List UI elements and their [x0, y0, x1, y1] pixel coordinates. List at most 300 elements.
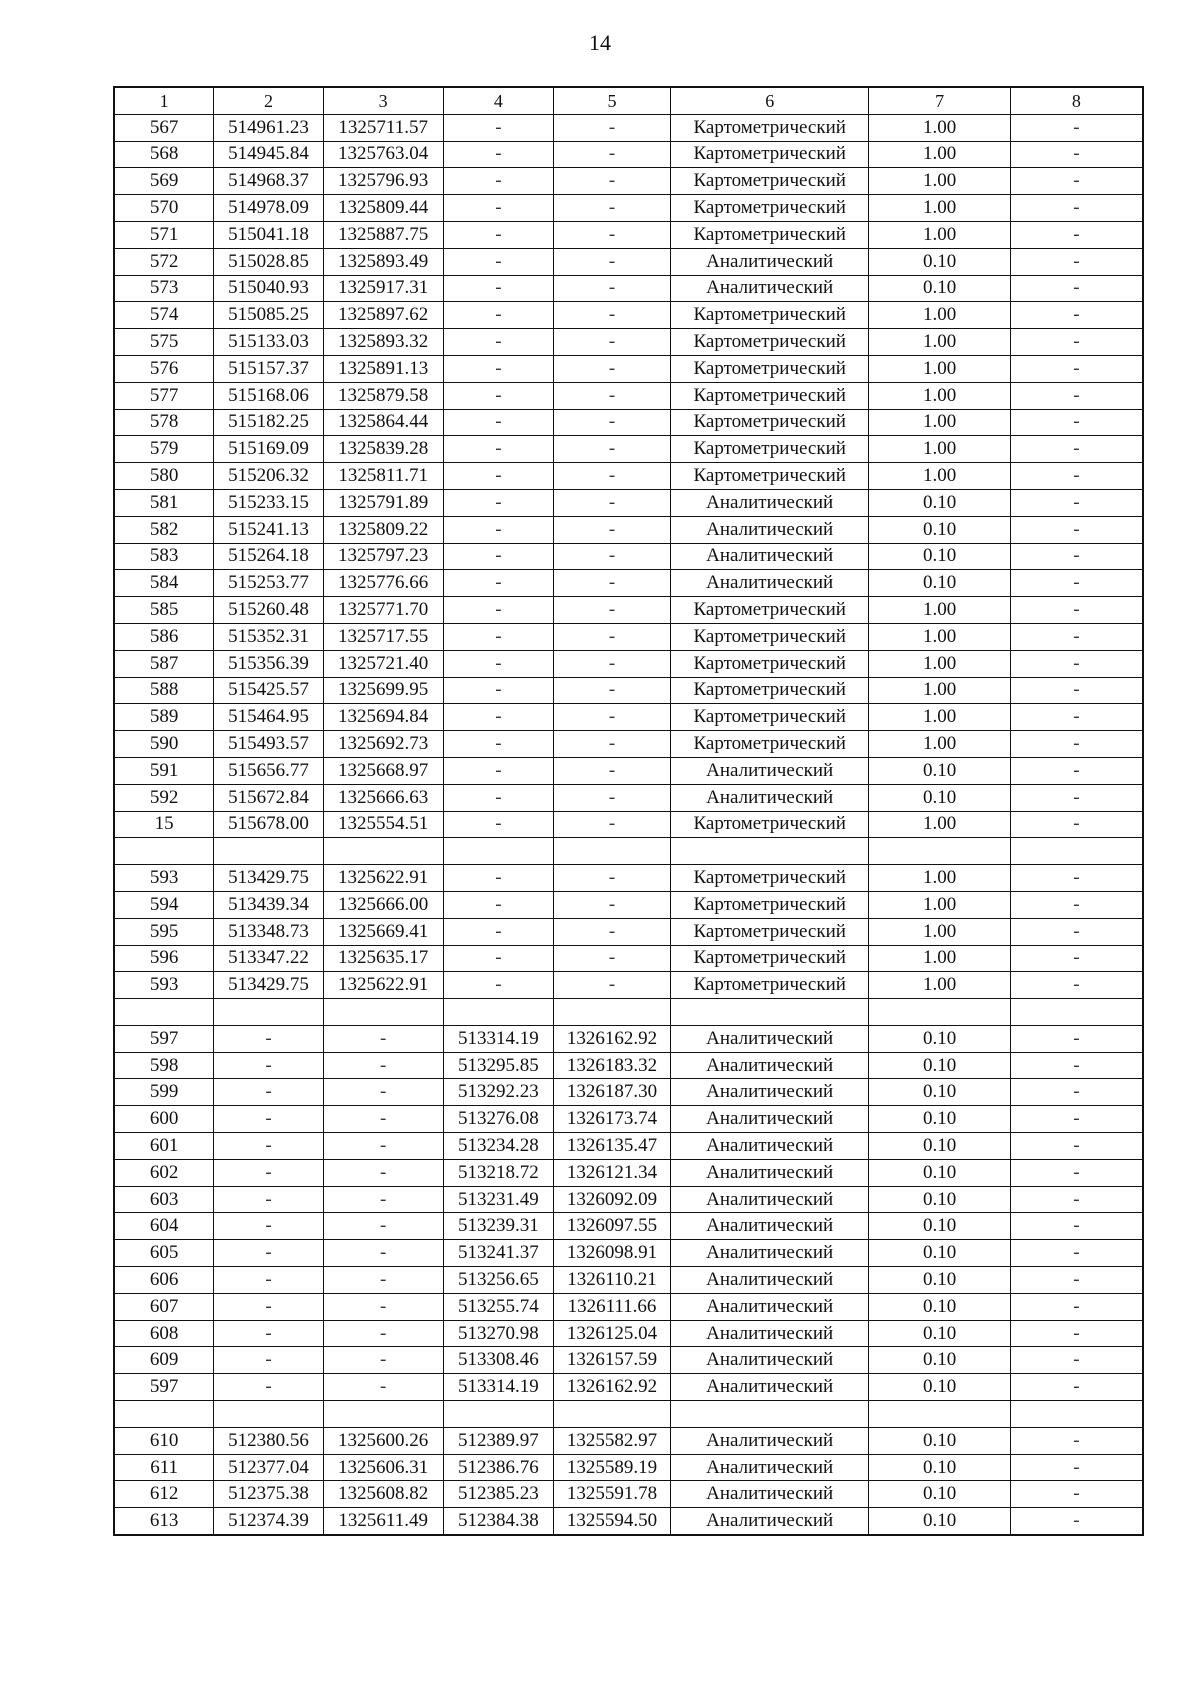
point-number-cell: 608	[114, 1320, 214, 1347]
page-number: 14	[589, 30, 611, 55]
x-coord-old-cell: 515169.09	[214, 436, 323, 463]
x-coord-old-cell: 513347.22	[214, 945, 323, 972]
y-coord-new-cell: -	[554, 114, 671, 141]
x-coord-new-cell: -	[443, 945, 553, 972]
y-coord-new-cell: 1326092.09	[554, 1186, 671, 1213]
y-coord-new-cell: 1326111.66	[554, 1293, 671, 1320]
point-number-cell: 580	[114, 463, 214, 490]
point-number-cell: 599	[114, 1079, 214, 1106]
x-coord-old-cell: 515260.48	[214, 597, 323, 624]
x-coord-old-cell: 515182.25	[214, 409, 323, 436]
note-cell: -	[1010, 141, 1143, 168]
table-row	[114, 1025, 1143, 1052]
x-coord-new-cell: 513292.23	[443, 1079, 553, 1106]
point-number-cell: 15	[114, 811, 214, 838]
table-row	[114, 329, 1143, 356]
point-number-cell: 597	[114, 1025, 214, 1052]
method-cell: Аналитический	[670, 784, 869, 811]
accuracy-cell: 0.10	[869, 1320, 1010, 1347]
x-coord-new-cell: -	[443, 891, 553, 918]
y-coord-old-cell: -	[323, 1159, 443, 1186]
note-cell: -	[1010, 1213, 1143, 1240]
x-coord-old-cell: 515241.13	[214, 516, 323, 543]
point-number-cell: 611	[114, 1454, 214, 1481]
table-row	[114, 677, 1143, 704]
x-coord-old-cell: 512377.04	[214, 1454, 323, 1481]
method-cell: Картометрический	[670, 463, 869, 490]
method-cell: Аналитический	[670, 1025, 869, 1052]
y-coord-old-cell: 1325771.70	[323, 597, 443, 624]
table-row	[114, 409, 1143, 436]
column-header: 3	[323, 87, 443, 114]
table-row	[114, 704, 1143, 731]
accuracy-cell: 1.00	[869, 195, 1010, 222]
method-cell	[670, 999, 869, 1026]
x-coord-old-cell: 515040.93	[214, 275, 323, 302]
x-coord-new-cell: -	[443, 623, 553, 650]
y-coord-old-cell: 1325763.04	[323, 141, 443, 168]
accuracy-cell: 0.10	[869, 1079, 1010, 1106]
note-cell	[1010, 999, 1143, 1026]
point-number-cell: 593	[114, 972, 214, 999]
note-cell: -	[1010, 1427, 1143, 1454]
y-coord-old-cell: 1325622.91	[323, 972, 443, 999]
column-header: 5	[554, 87, 671, 114]
x-coord-new-cell: -	[443, 918, 553, 945]
table-row	[114, 1481, 1143, 1508]
note-cell: -	[1010, 1240, 1143, 1267]
note-cell: -	[1010, 168, 1143, 195]
note-cell: -	[1010, 1320, 1143, 1347]
accuracy-cell: 0.10	[869, 1347, 1010, 1374]
method-cell: Аналитический	[670, 1079, 869, 1106]
x-coord-new-cell: -	[443, 382, 553, 409]
method-cell: Аналитический	[670, 1320, 869, 1347]
x-coord-new-cell: 512389.97	[443, 1427, 553, 1454]
point-number-cell: 587	[114, 650, 214, 677]
point-number-cell: 588	[114, 677, 214, 704]
y-coord-old-cell: -	[323, 1186, 443, 1213]
point-number-cell	[114, 999, 214, 1026]
method-cell: Картометрический	[670, 650, 869, 677]
y-coord-old-cell: 1325811.71	[323, 463, 443, 490]
point-number-cell: 592	[114, 784, 214, 811]
table-body	[114, 87, 1143, 1535]
note-cell: -	[1010, 623, 1143, 650]
method-cell: Картометрический	[670, 168, 869, 195]
point-number-cell: 612	[114, 1481, 214, 1508]
method-cell: Картометрический	[670, 891, 869, 918]
note-cell: -	[1010, 1079, 1143, 1106]
x-coord-old-cell: 515672.84	[214, 784, 323, 811]
y-coord-old-cell: 1325554.51	[323, 811, 443, 838]
method-cell: Аналитический	[670, 1427, 869, 1454]
table-row	[114, 382, 1143, 409]
accuracy-cell: 0.10	[869, 1052, 1010, 1079]
note-cell: -	[1010, 704, 1143, 731]
y-coord-new-cell: 1326162.92	[554, 1374, 671, 1401]
note-cell: -	[1010, 1508, 1143, 1535]
point-number-cell: 579	[114, 436, 214, 463]
point-number-cell: 578	[114, 409, 214, 436]
x-coord-old-cell: -	[214, 1347, 323, 1374]
x-coord-new-cell: 513241.37	[443, 1240, 553, 1267]
x-coord-old-cell: -	[214, 1186, 323, 1213]
accuracy-cell: 0.10	[869, 248, 1010, 275]
table-row	[114, 1454, 1143, 1481]
y-coord-old-cell: 1325879.58	[323, 382, 443, 409]
table-row	[114, 1427, 1143, 1454]
y-coord-new-cell: -	[554, 275, 671, 302]
y-coord-old-cell: 1325891.13	[323, 355, 443, 382]
x-coord-old-cell: 515168.06	[214, 382, 323, 409]
method-cell: Аналитический	[670, 570, 869, 597]
method-cell: Аналитический	[670, 1106, 869, 1133]
point-number-cell: 607	[114, 1293, 214, 1320]
point-number-cell: 571	[114, 221, 214, 248]
y-coord-old-cell: 1325809.44	[323, 195, 443, 222]
y-coord-old-cell: -	[323, 1347, 443, 1374]
y-coord-new-cell: -	[554, 811, 671, 838]
table-row	[114, 1213, 1143, 1240]
x-coord-old-cell: 513429.75	[214, 972, 323, 999]
point-number-cell: 603	[114, 1186, 214, 1213]
method-cell: Картометрический	[670, 195, 869, 222]
x-coord-old-cell: -	[214, 1267, 323, 1294]
note-cell: -	[1010, 945, 1143, 972]
y-coord-new-cell: -	[554, 195, 671, 222]
x-coord-old-cell: 515028.85	[214, 248, 323, 275]
table-header-row	[114, 87, 1143, 114]
x-coord-new-cell: -	[443, 141, 553, 168]
accuracy-cell: 0.10	[869, 1106, 1010, 1133]
x-coord-old-cell: -	[214, 1240, 323, 1267]
point-number-cell: 605	[114, 1240, 214, 1267]
y-coord-new-cell: 1326157.59	[554, 1347, 671, 1374]
column-header: 8	[1010, 87, 1143, 114]
point-number-cell: 577	[114, 382, 214, 409]
x-coord-new-cell: -	[443, 650, 553, 677]
y-coord-new-cell: 1326135.47	[554, 1133, 671, 1160]
x-coord-old-cell: 515425.57	[214, 677, 323, 704]
x-coord-new-cell: -	[443, 302, 553, 329]
y-coord-new-cell: 1325589.19	[554, 1454, 671, 1481]
y-coord-new-cell: 1326097.55	[554, 1213, 671, 1240]
y-coord-new-cell: 1326187.30	[554, 1079, 671, 1106]
x-coord-old-cell: -	[214, 1293, 323, 1320]
x-coord-new-cell: -	[443, 811, 553, 838]
table-row	[114, 248, 1143, 275]
note-cell: -	[1010, 1267, 1143, 1294]
column-header: 7	[869, 87, 1010, 114]
y-coord-old-cell: -	[323, 1240, 443, 1267]
accuracy-cell: 0.10	[869, 1186, 1010, 1213]
note-cell: -	[1010, 516, 1143, 543]
y-coord-new-cell: -	[554, 918, 671, 945]
table-row	[114, 221, 1143, 248]
y-coord-old-cell: 1325699.95	[323, 677, 443, 704]
point-number-cell: 583	[114, 543, 214, 570]
method-cell: Аналитический	[670, 543, 869, 570]
y-coord-old-cell	[323, 999, 443, 1026]
y-coord-new-cell: 1326162.92	[554, 1025, 671, 1052]
method-cell: Картометрический	[670, 141, 869, 168]
method-cell: Аналитический	[670, 757, 869, 784]
table-row	[114, 302, 1143, 329]
x-coord-new-cell: -	[443, 543, 553, 570]
note-cell: -	[1010, 731, 1143, 758]
table-row	[114, 1347, 1143, 1374]
x-coord-new-cell: -	[443, 436, 553, 463]
x-coord-new-cell: -	[443, 757, 553, 784]
x-coord-new-cell: -	[443, 489, 553, 516]
accuracy-cell: 0.10	[869, 1427, 1010, 1454]
table-row	[114, 1293, 1143, 1320]
y-coord-new-cell: -	[554, 489, 671, 516]
note-cell: -	[1010, 570, 1143, 597]
table-row	[114, 757, 1143, 784]
x-coord-old-cell: 513429.75	[214, 865, 323, 892]
y-coord-old-cell: -	[323, 1052, 443, 1079]
table-row	[114, 114, 1143, 141]
point-number-cell: 593	[114, 865, 214, 892]
accuracy-cell: 0.10	[869, 1240, 1010, 1267]
x-coord-old-cell: 515352.31	[214, 623, 323, 650]
x-coord-old-cell: 512380.56	[214, 1427, 323, 1454]
y-coord-new-cell: -	[554, 891, 671, 918]
note-cell: -	[1010, 972, 1143, 999]
accuracy-cell: 1.00	[869, 891, 1010, 918]
x-coord-new-cell: 513256.65	[443, 1267, 553, 1294]
method-cell: Аналитический	[670, 1213, 869, 1240]
method-cell: Картометрический	[670, 409, 869, 436]
accuracy-cell: 0.10	[869, 1267, 1010, 1294]
y-coord-old-cell: 1325666.63	[323, 784, 443, 811]
x-coord-new-cell: 513255.74	[443, 1293, 553, 1320]
table-row	[114, 1106, 1143, 1133]
table-row	[114, 1079, 1143, 1106]
x-coord-new-cell: -	[443, 784, 553, 811]
table-row	[114, 1267, 1143, 1294]
note-cell: -	[1010, 489, 1143, 516]
accuracy-cell: 0.10	[869, 1454, 1010, 1481]
method-cell: Картометрический	[670, 918, 869, 945]
y-coord-old-cell: -	[323, 1374, 443, 1401]
x-coord-new-cell: -	[443, 355, 553, 382]
note-cell: -	[1010, 436, 1143, 463]
y-coord-old-cell: 1325600.26	[323, 1427, 443, 1454]
x-coord-old-cell: 515233.15	[214, 489, 323, 516]
accuracy-cell: 0.10	[869, 784, 1010, 811]
note-cell: -	[1010, 195, 1143, 222]
y-coord-new-cell: -	[554, 757, 671, 784]
note-cell: -	[1010, 1293, 1143, 1320]
method-cell: Картометрический	[670, 382, 869, 409]
table-row	[114, 543, 1143, 570]
table-row	[114, 463, 1143, 490]
method-cell: Аналитический	[670, 1240, 869, 1267]
method-cell: Аналитический	[670, 248, 869, 275]
accuracy-cell: 0.10	[869, 516, 1010, 543]
point-number-cell: 569	[114, 168, 214, 195]
method-cell: Картометрический	[670, 329, 869, 356]
method-cell: Картометрический	[670, 972, 869, 999]
column-header: 2	[214, 87, 323, 114]
y-coord-old-cell: 1325717.55	[323, 623, 443, 650]
note-cell: -	[1010, 275, 1143, 302]
table-row	[114, 1240, 1143, 1267]
y-coord-old-cell: 1325917.31	[323, 275, 443, 302]
note-cell: -	[1010, 1347, 1143, 1374]
x-coord-old-cell: -	[214, 1133, 323, 1160]
accuracy-cell: 1.00	[869, 329, 1010, 356]
point-number-cell: 598	[114, 1052, 214, 1079]
accuracy-cell: 1.00	[869, 168, 1010, 195]
accuracy-cell: 0.10	[869, 1025, 1010, 1052]
accuracy-cell: 1.00	[869, 221, 1010, 248]
point-number-cell: 594	[114, 891, 214, 918]
point-number-cell: 600	[114, 1106, 214, 1133]
point-number-cell: 597	[114, 1374, 214, 1401]
note-cell: -	[1010, 784, 1143, 811]
y-coord-old-cell: -	[323, 1106, 443, 1133]
x-coord-old-cell: 515253.77	[214, 570, 323, 597]
y-coord-old-cell: -	[323, 1293, 443, 1320]
accuracy-cell: 1.00	[869, 623, 1010, 650]
x-coord-old-cell: -	[214, 1079, 323, 1106]
method-cell: Аналитический	[670, 1186, 869, 1213]
point-number-cell: 589	[114, 704, 214, 731]
x-coord-new-cell: -	[443, 275, 553, 302]
x-coord-old-cell: 515356.39	[214, 650, 323, 677]
y-coord-new-cell: -	[554, 543, 671, 570]
x-coord-new-cell: 513270.98	[443, 1320, 553, 1347]
note-cell: -	[1010, 891, 1143, 918]
accuracy-cell: 1.00	[869, 597, 1010, 624]
y-coord-new-cell: 1326121.34	[554, 1159, 671, 1186]
accuracy-cell: 1.00	[869, 382, 1010, 409]
x-coord-new-cell: 512385.23	[443, 1481, 553, 1508]
accuracy-cell: 1.00	[869, 463, 1010, 490]
y-coord-new-cell	[554, 1401, 671, 1428]
table-row	[114, 275, 1143, 302]
x-coord-new-cell: 513295.85	[443, 1052, 553, 1079]
table-spacer-row	[114, 838, 1143, 865]
method-cell: Картометрический	[670, 355, 869, 382]
point-number-cell: 568	[114, 141, 214, 168]
x-coord-old-cell: 515678.00	[214, 811, 323, 838]
y-coord-new-cell: 1326183.32	[554, 1052, 671, 1079]
accuracy-cell: 1.00	[869, 811, 1010, 838]
accuracy-cell: 0.10	[869, 1508, 1010, 1535]
note-cell: -	[1010, 677, 1143, 704]
accuracy-cell: 1.00	[869, 436, 1010, 463]
method-cell: Картометрический	[670, 302, 869, 329]
table-row	[114, 650, 1143, 677]
x-coord-old-cell: 515041.18	[214, 221, 323, 248]
note-cell: -	[1010, 221, 1143, 248]
table-row	[114, 168, 1143, 195]
y-coord-new-cell: -	[554, 355, 671, 382]
x-coord-old-cell	[214, 1401, 323, 1428]
accuracy-cell: 1.00	[869, 141, 1010, 168]
table-row	[114, 972, 1143, 999]
accuracy-cell: 1.00	[869, 945, 1010, 972]
method-cell: Аналитический	[670, 516, 869, 543]
accuracy-cell: 0.10	[869, 570, 1010, 597]
note-cell: -	[1010, 757, 1143, 784]
table-row	[114, 1320, 1143, 1347]
note-cell	[1010, 838, 1143, 865]
y-coord-new-cell	[554, 999, 671, 1026]
point-number-cell: 601	[114, 1133, 214, 1160]
y-coord-old-cell: 1325666.00	[323, 891, 443, 918]
point-number-cell: 613	[114, 1508, 214, 1535]
table-row	[114, 1374, 1143, 1401]
x-coord-new-cell: -	[443, 516, 553, 543]
x-coord-old-cell	[214, 999, 323, 1026]
y-coord-old-cell: 1325839.28	[323, 436, 443, 463]
y-coord-old-cell: 1325711.57	[323, 114, 443, 141]
x-coord-new-cell: 512384.38	[443, 1508, 553, 1535]
y-coord-old-cell: 1325897.62	[323, 302, 443, 329]
note-cell: -	[1010, 1186, 1143, 1213]
y-coord-new-cell: -	[554, 623, 671, 650]
accuracy-cell: 0.10	[869, 275, 1010, 302]
x-coord-new-cell: -	[443, 168, 553, 195]
x-coord-new-cell: -	[443, 248, 553, 275]
accuracy-cell: 1.00	[869, 650, 1010, 677]
method-cell: Аналитический	[670, 1454, 869, 1481]
point-number-cell: 604	[114, 1213, 214, 1240]
x-coord-old-cell: -	[214, 1052, 323, 1079]
method-cell: Аналитический	[670, 1133, 869, 1160]
y-coord-old-cell: 1325887.75	[323, 221, 443, 248]
column-header: 4	[443, 87, 553, 114]
x-coord-old-cell: 515264.18	[214, 543, 323, 570]
table-row	[114, 1508, 1143, 1535]
accuracy-cell	[869, 999, 1010, 1026]
accuracy-cell: 1.00	[869, 302, 1010, 329]
method-cell: Аналитический	[670, 1293, 869, 1320]
y-coord-new-cell: -	[554, 141, 671, 168]
y-coord-old-cell: -	[323, 1025, 443, 1052]
accuracy-cell	[869, 1401, 1010, 1428]
y-coord-old-cell: 1325669.41	[323, 918, 443, 945]
y-coord-new-cell: -	[554, 597, 671, 624]
point-number-cell	[114, 838, 214, 865]
column-header: 6	[670, 87, 869, 114]
y-coord-new-cell: -	[554, 650, 671, 677]
table-row	[114, 1133, 1143, 1160]
x-coord-new-cell: 513276.08	[443, 1106, 553, 1133]
x-coord-new-cell: 513218.72	[443, 1159, 553, 1186]
point-number-cell: 606	[114, 1267, 214, 1294]
x-coord-new-cell	[443, 999, 553, 1026]
x-coord-old-cell: -	[214, 1106, 323, 1133]
table-row	[114, 623, 1143, 650]
note-cell: -	[1010, 302, 1143, 329]
table-spacer-row	[114, 1401, 1143, 1428]
note-cell: -	[1010, 918, 1143, 945]
method-cell: Аналитический	[670, 1374, 869, 1401]
point-number-cell: 591	[114, 757, 214, 784]
y-coord-old-cell	[323, 1401, 443, 1428]
accuracy-cell: 1.00	[869, 409, 1010, 436]
method-cell	[670, 1401, 869, 1428]
x-coord-new-cell: -	[443, 972, 553, 999]
y-coord-old-cell: 1325796.93	[323, 168, 443, 195]
